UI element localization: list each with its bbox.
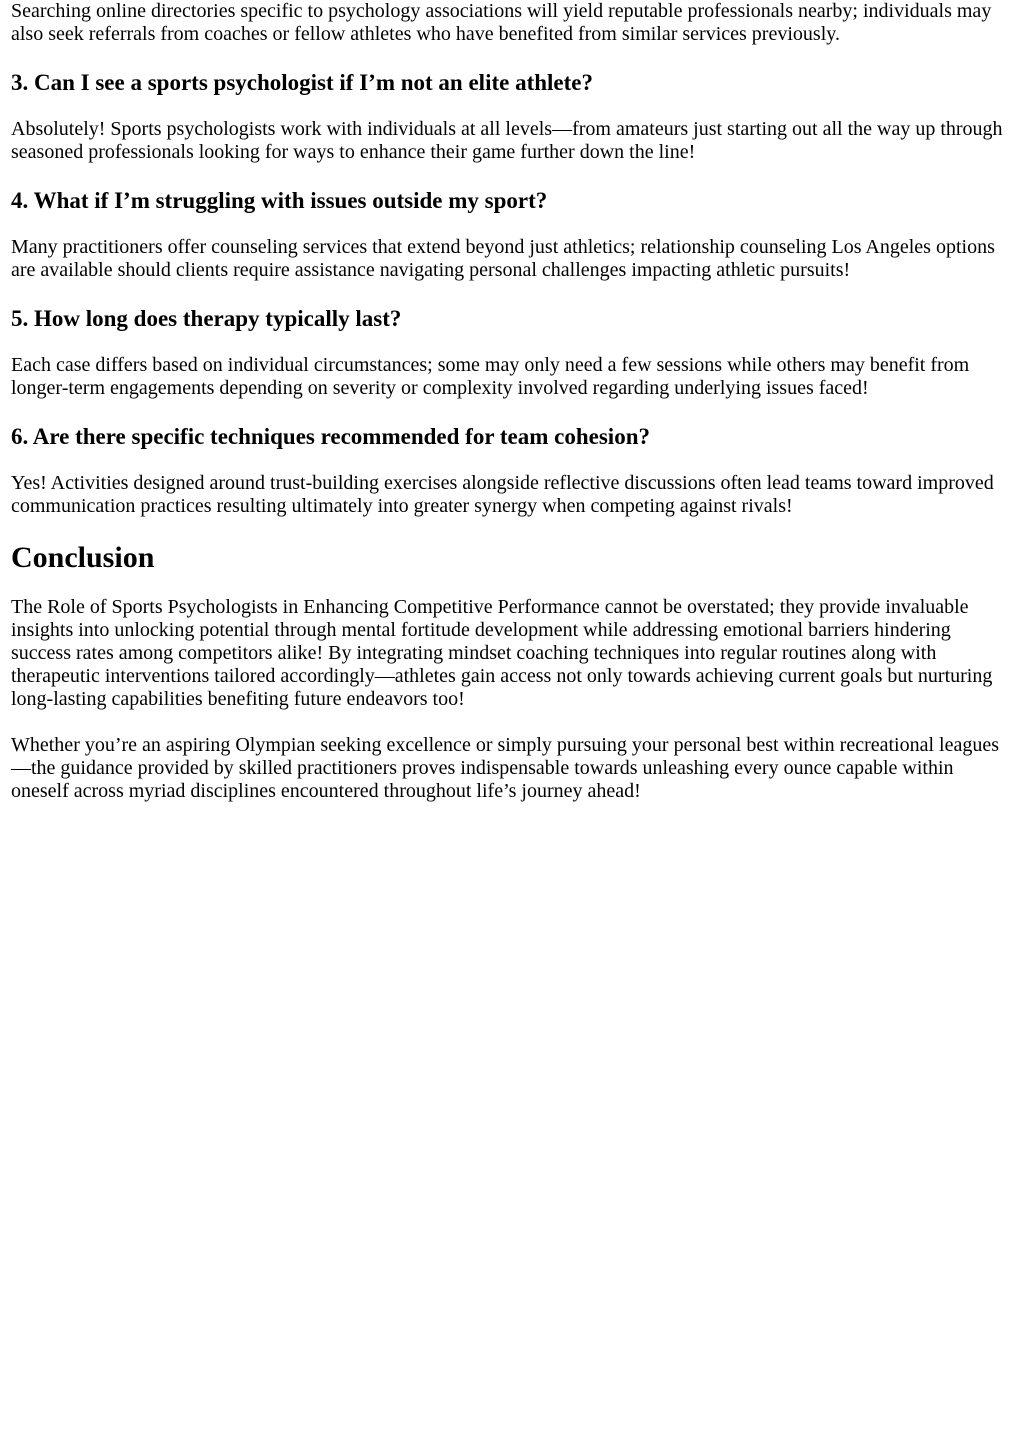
conclusion-paragraph-2: Whether you’re an aspiring Olympian seeking excellence or simply pursuing your personal best within recreational leagues—the guidance provided by skilled practitioners proves indispensable towards unleashing every ounce capable within oneself across myriad disciplines encountered throughout life’s journey ahead!: [11, 734, 1000, 802]
faq-answer-5: Each case differs based on individual circumstances; some may only need a few sessions while others may benefit from longer-term engagements depending on severity or complexity involved regarding underlying issues faced!: [11, 354, 970, 399]
faq-question-5: 5. How long does therapy typically last?: [11, 306, 402, 331]
faq-answer-4-text-after: options are available should clients require assistance navigating personal challenges impacting athletic pursuits!: [11, 236, 995, 281]
faq-answer-6: Yes! Activities designed around trust-building exercises alongside reflective discussions often lead teams toward improved communication practices resulting ultimately into greater synergy when competing against rivals!: [11, 472, 994, 517]
conclusion-paragraph-1: The Role of Sports Psychologists in Enhancing Competitive Performance cannot be overstated; they provide invaluable insights into unlocking potential through mental fortitude development while addressing emotional barriers hindering success rates among competitors alike! By integrating mindset coaching techniques into regular routines along with therapeutic interventions tailored accordingly—athletes gain access not only towards achieving current goals but nurturing long-lasting capabilities benefiting future endeavors too!: [11, 596, 993, 710]
relationship-counseling-link[interactable]: relationship counseling Los Angeles: [640, 236, 931, 258]
intro-paragraph: Searching online directories specific to psychology associations will yield reputable professionals nearby; individuals may also seek referrals from coaches or fellow athletes who have benefited from similar services previously.: [11, 0, 992, 45]
faq-answer-4: [11, 236, 1013, 282]
faq-question-3: 3. Can I see a sports psychologist if I’m not an elite athlete?: [11, 70, 593, 95]
faq-question-4: 4. What if I’m struggling with issues outside my sport?: [11, 188, 548, 213]
conclusion-heading: Conclusion: [11, 541, 155, 574]
faq-answer-4-text-before: Many practitioners offer counseling services that extend beyond just athletics;: [11, 236, 641, 258]
faq-question-6: 6. Are there specific techniques recommended for team cohesion?: [11, 424, 650, 449]
faq-answer-3: Absolutely! Sports psychologists work with individuals at all levels—from amateurs just starting out all the way up through seasoned professionals looking for ways to enhance their game further down the line!: [11, 118, 1003, 163]
